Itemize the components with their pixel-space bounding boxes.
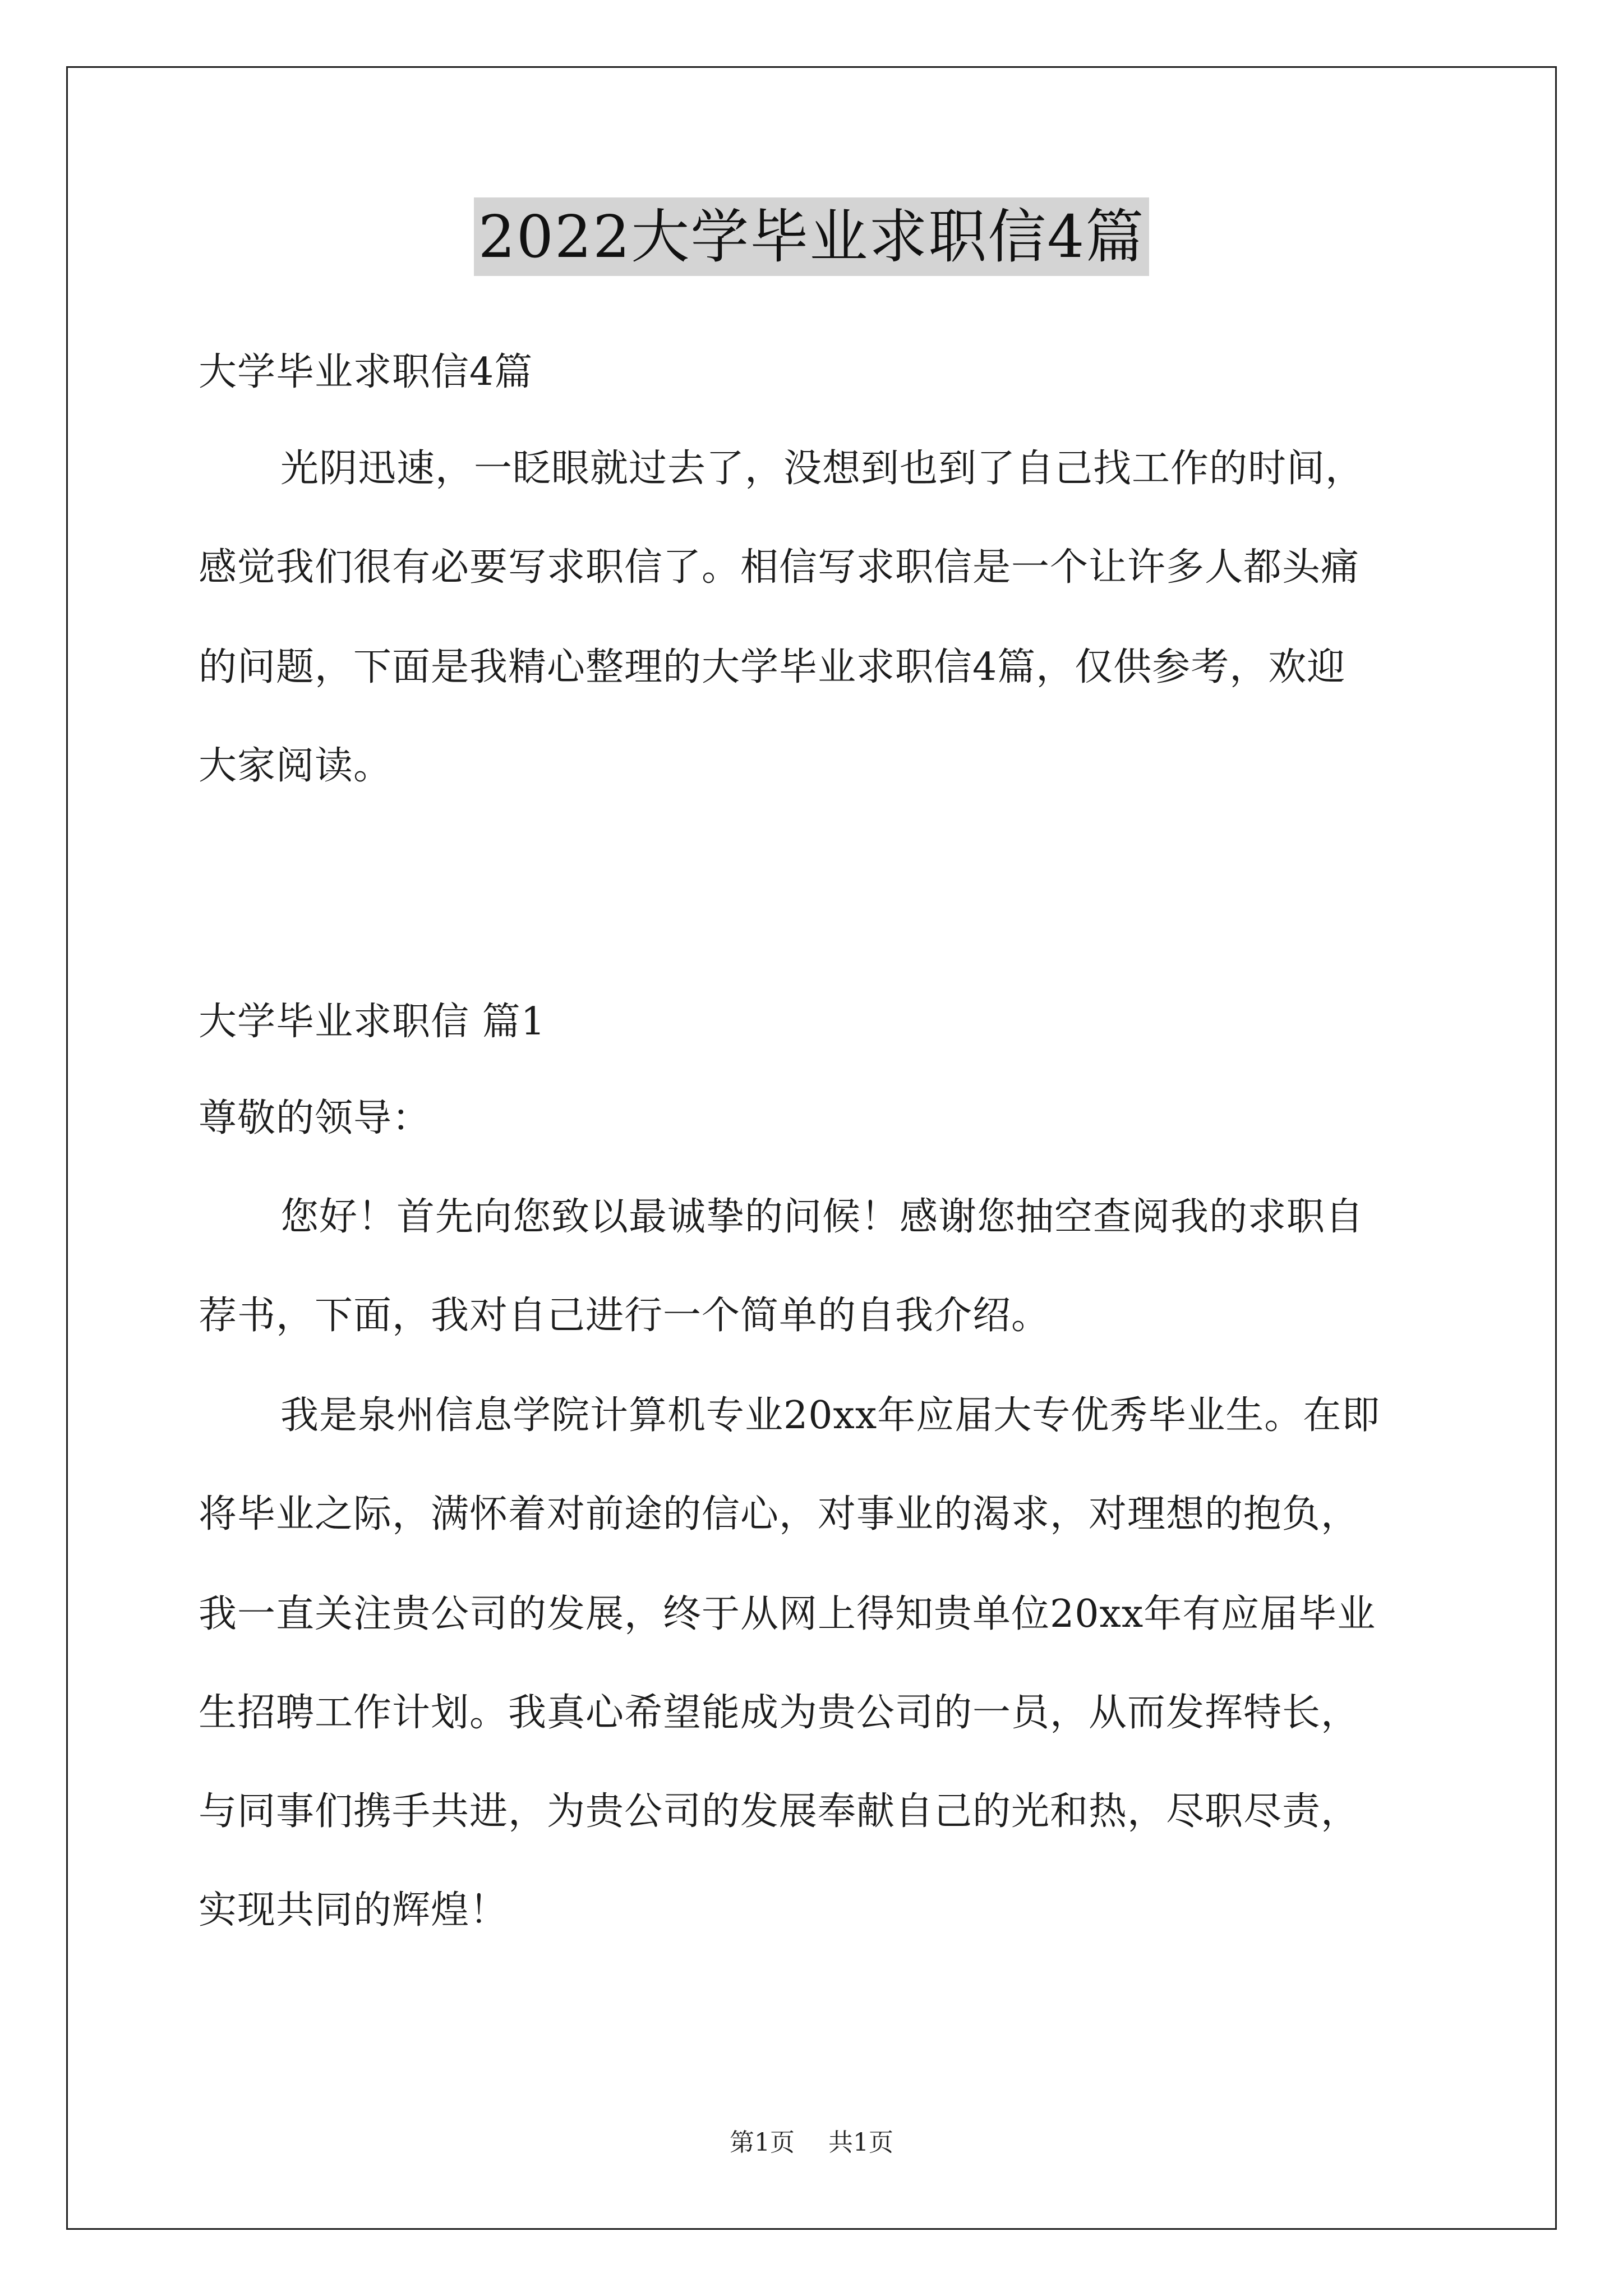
- para2-line-1: 我是泉州信息学院计算机专业20xx年应届大专优秀毕业生。在即: [280, 1393, 1381, 1438]
- section-heading: 大学毕业求职信 篇1: [199, 1000, 546, 1044]
- document-subtitle: 大学毕业求职信4篇: [199, 350, 533, 394]
- intro-line-4: 大家阅读。: [199, 744, 393, 788]
- title-container: [0, 197, 1623, 276]
- para1-line-2: 荐书，下面，我对自己进行一个简单的自我介绍。: [199, 1294, 1050, 1338]
- para2-line-6: 实现共同的辉煌！: [199, 1888, 509, 1932]
- para2-line-3: 我一直关注贵公司的发展，终于从网上得知贵单位20xx年有应届毕业: [199, 1592, 1376, 1636]
- document-title: 2022大学毕业求职信4篇: [474, 197, 1150, 276]
- para2-line-5: 与同事们携手共进，为贵公司的发展奉献自己的光和热，尽职尽责，: [199, 1789, 1360, 1834]
- para2-line-2: 将毕业之际，满怀着对前途的信心，对事业的渴求，对理想的抱负，: [199, 1492, 1360, 1536]
- footer-page-current: 第1页: [730, 2128, 795, 2157]
- para1-line-1: 您好！首先向您致以最诚挚的问候！感谢您抽空查阅我的求职自: [280, 1195, 1364, 1239]
- salutation: 尊敬的领导：: [199, 1096, 431, 1140]
- intro-line-2: 感觉我们很有必要写求职信了。相信写求职信是一个让许多人都头痛: [199, 545, 1360, 590]
- intro-line-3: 的问题，下面是我精心整理的大学毕业求职信4篇，仅供参考，欢迎: [199, 645, 1346, 689]
- footer-page-total: 共1页: [828, 2128, 893, 2157]
- page-footer: [0, 2126, 1623, 2160]
- para2-line-4: 生招聘工作计划。我真心希望能成为贵公司的一员，从而发挥特长，: [199, 1691, 1360, 1735]
- intro-line-1: 光阴迅速，一眨眼就过去了，没想到也到了自己找工作的时间，: [280, 447, 1364, 491]
